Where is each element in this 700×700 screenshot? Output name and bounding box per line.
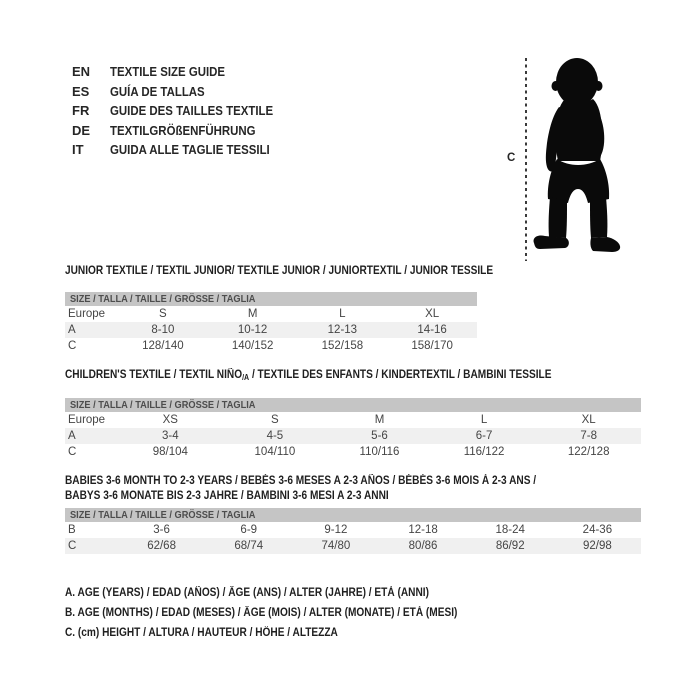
table-row	[65, 338, 477, 354]
table-row	[65, 306, 477, 322]
table-section-junior	[65, 265, 494, 354]
row-label: Europe	[68, 308, 106, 320]
height-measure-line	[525, 58, 527, 261]
language-row	[72, 101, 295, 121]
height-cell: 110/116	[359, 446, 400, 458]
height-cell: 122/128	[567, 446, 610, 458]
table-title-junior: JUNIOR TEXTILE / TEXTIL JUNIOR/ TEXTILE JUNIOR / JUNIORTEXTIL / JUNIOR TESSILE	[65, 265, 494, 277]
language-code: DE	[72, 122, 91, 138]
junior-size-table	[65, 306, 477, 354]
table-row	[65, 522, 641, 538]
height-cell: 62/68	[147, 540, 176, 552]
height-cell: 92/98	[583, 540, 612, 552]
language-row	[72, 62, 295, 82]
language-code: ES	[72, 83, 90, 99]
language-code: EN	[72, 64, 91, 79]
language-code: FR	[72, 103, 90, 118]
size-cell: M	[374, 414, 385, 426]
footnote-a: A. AGE (YEARS) / EDAD (AÑOS) / ÂGE (ANS) / ALTER (JAHRE) / ETÀ (ANNI)	[65, 587, 429, 599]
babies-size-table	[65, 522, 641, 554]
height-cell: 116/122	[463, 446, 505, 458]
language-code: IT	[72, 142, 84, 157]
size-header-bar: SIZE / TALLA / TAILLE / GRÖSSE / TAGLIA	[65, 292, 477, 306]
measurement-figure	[500, 56, 645, 268]
age-cell: 6-7	[475, 430, 493, 442]
footnote-c: C. (cm) HEIGHT / ALTURA / HAUTEUR / HÖHE / ALTEZZA	[65, 627, 338, 639]
age-cell: 10-12	[237, 324, 268, 336]
age-cell: 18-24	[495, 524, 525, 536]
age-cell: 6-9	[240, 524, 258, 536]
age-cell: 12-13	[327, 324, 358, 336]
height-cell: 80/86	[408, 540, 438, 552]
table-row	[65, 412, 641, 428]
size-header-bar: SIZE / TALLA / TAILLE / GRÖSSE / TAGLIA	[65, 398, 641, 412]
height-cell: 98/104	[152, 446, 188, 458]
age-cell: 8-10	[151, 324, 175, 336]
table-row	[65, 444, 641, 460]
size-cell: S	[159, 308, 167, 320]
age-cell: 14-16	[417, 324, 447, 336]
age-cell: 12-18	[408, 524, 438, 536]
height-cell: 104/110	[254, 446, 296, 458]
age-cell: 3-4	[161, 430, 179, 442]
age-cell: 7-8	[580, 430, 597, 442]
footnotes-block	[65, 583, 511, 643]
table-row	[65, 538, 641, 554]
size-cell: L	[480, 414, 488, 426]
language-row	[72, 121, 295, 141]
table-section-children	[65, 369, 641, 460]
size-cell: XL	[581, 414, 596, 426]
age-cell: 3-6	[153, 524, 170, 536]
row-label: A	[68, 430, 76, 442]
language-row	[72, 140, 295, 160]
table-title-babies: BABIES 3-6 MONTH TO 2-3 YEARS / BEBÉS 3-6 MESES A 2-3 AÑOS / BÉBÉS 3-6 MOIS À 2-3 ANS / BABYS 3-6 MONATE BIS 2-3 JAHRE / BAMBINI 3-6 MESI A 2-3 ANNI	[65, 475, 537, 502]
age-cell: 5-6	[371, 430, 388, 442]
language-title: GUIDE DES TAILLES TEXTILE	[110, 103, 274, 118]
row-label: C	[68, 540, 77, 552]
table-row	[65, 428, 641, 444]
children-size-table	[65, 412, 641, 460]
row-label: A	[68, 324, 76, 336]
height-cell: 152/158	[321, 340, 364, 352]
height-cell: 140/152	[231, 340, 274, 352]
size-cell: S	[271, 414, 279, 426]
size-cell: M	[247, 308, 258, 320]
table-section-babies	[65, 474, 641, 554]
row-label: Europe	[68, 414, 106, 426]
language-title: GUIDA ALLE TAGLIE TESSILI	[110, 142, 270, 157]
age-cell: 24-36	[582, 524, 613, 536]
age-cell: 9-12	[324, 524, 348, 536]
height-cell: 86/92	[495, 540, 525, 552]
height-cell: 128/140	[142, 340, 184, 352]
height-measure-label: C	[507, 152, 516, 164]
size-cell: L	[339, 308, 346, 320]
row-label: C	[68, 340, 77, 352]
row-label: C	[68, 446, 77, 458]
height-cell: 68/74	[234, 540, 264, 552]
language-title: TEXTILE SIZE GUIDE	[110, 64, 226, 79]
footnote-b: B. AGE (MONTHS) / EDAD (MESES) / ÂGE (MOIS) / ALTER (MONATE) / ETÀ (MESI)	[65, 607, 458, 619]
language-row	[72, 82, 295, 102]
language-block	[72, 62, 295, 160]
baby-silhouette-icon	[531, 57, 627, 259]
table-row	[65, 322, 477, 338]
size-header-bar: SIZE / TALLA / TAILLE / GRÖSSE / TAGLIA	[65, 508, 641, 522]
height-cell: 74/80	[321, 540, 351, 552]
height-cell: 158/170	[411, 340, 453, 352]
size-cell: XL	[425, 308, 440, 320]
language-title: TEXTILGRÖßENFÜHRUNG	[110, 122, 256, 138]
title-subscript: /A	[242, 373, 250, 382]
size-cell: XS	[162, 414, 178, 426]
age-cell: 4-5	[266, 430, 284, 442]
table-title-children: CHILDREN'S TEXTILE / TEXTIL $NIÑO_{/A}$ / TEXTILE DES ENFANTS / KINDERTEXTIL / BAMBINI TESSILE	[65, 369, 552, 382]
row-label: B	[68, 524, 76, 536]
language-title: GUÍA DE TALLAS	[110, 83, 205, 99]
